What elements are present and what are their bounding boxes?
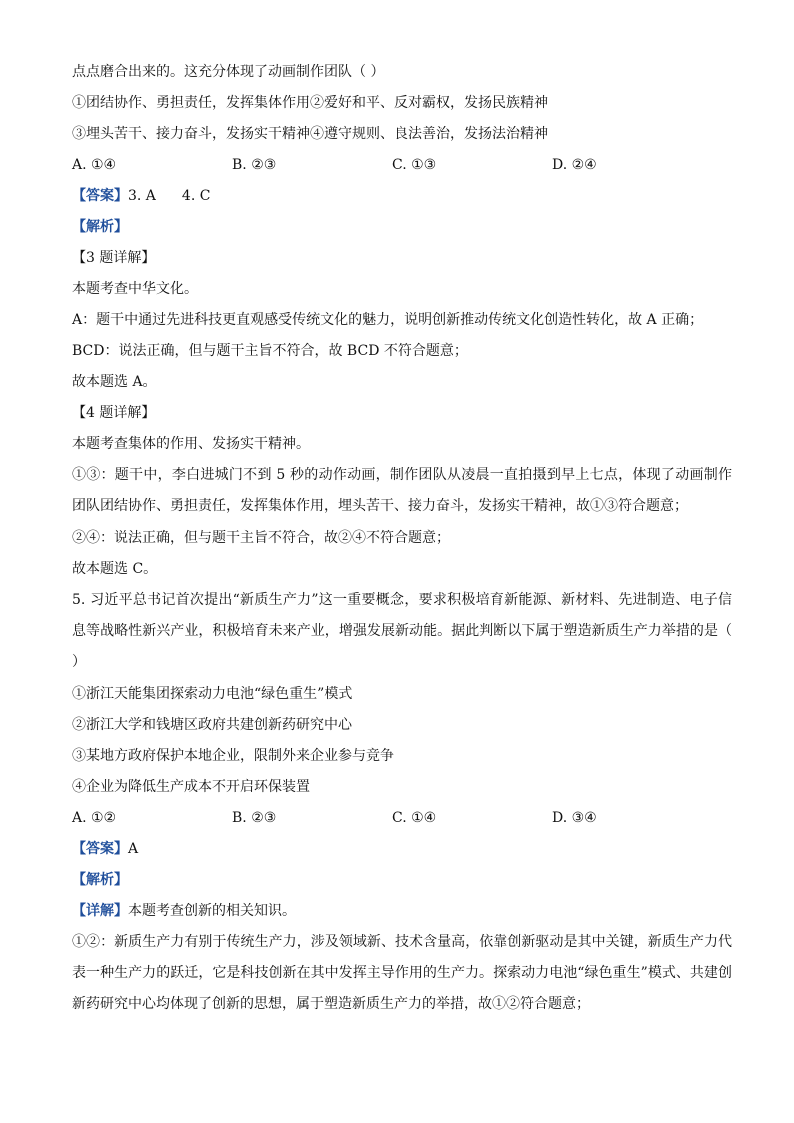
option-a: A. ①② <box>72 810 117 826</box>
q4-options <box>72 155 732 175</box>
q3-conclusion: 故本题选 A。 <box>72 374 157 390</box>
option-c: C. ①③ <box>392 157 437 173</box>
q5-detail <box>72 901 732 921</box>
q4-stem-end: 点点磨合出来的。这充分体现了动画制作团队（ ） <box>72 64 385 80</box>
answer-5-value: A <box>128 841 139 857</box>
option-b: B. ②③ <box>232 157 277 173</box>
document-content <box>72 62 732 1026</box>
answer-4: 4. C <box>181 188 211 204</box>
q3-option-bcd-analysis: BCD：说法正确，但与题干主旨不符合，故 BCD 不符合题意； <box>72 343 468 359</box>
option-c: C. ①④ <box>392 810 437 826</box>
q5-topic: 本题考查创新的相关知识。 <box>128 903 296 919</box>
detail-tag: 【详解】 <box>72 903 128 919</box>
q3-topic: 本题考查中华文化。 <box>72 281 198 297</box>
option-a: A. ①④ <box>72 157 117 173</box>
option-d: D. ③④ <box>552 810 597 826</box>
q5-statement-1: ①浙江天能集团探索动力电池“绿色重生”模式 <box>72 686 353 702</box>
q4-statements-2: ③埋头苦干、接力奋斗，发扬实干精神④遵守规则、良法善治，发扬法治精神 <box>72 126 548 142</box>
q4-24-analysis: ②④：说法正确，但与题干主旨不符合，故②④不符合题意； <box>72 530 450 546</box>
q5-12-analysis: ①②：新质生产力有别于传统生产力，涉及领域新、技术含量高，依靠创新驱动是其中关键，新质生产力代表一种生产力的跃迁，它是科技创新在其中发挥主导作用的生产力。探索动力电池“绿色重生”模式、共建创新药研究中心均体现了创新的思想，属于塑造新质生产力的举措，故①②符合题意； <box>72 934 732 1012</box>
q5-options <box>72 808 732 828</box>
answer-tag: 【答案】 <box>72 188 128 204</box>
answer-3-4 <box>72 186 732 206</box>
answer-tag: 【答案】 <box>72 841 128 857</box>
q4-statements-1: ①团结协作、勇担责任，发挥集体作用②爱好和平、反对霸权，发扬民族精神 <box>72 95 548 111</box>
analysis-tag: 【解析】 <box>72 219 128 235</box>
answer-5 <box>72 839 732 859</box>
q4-detail-heading: 【4 题详解】 <box>72 405 156 421</box>
option-d: D. ②④ <box>552 157 597 173</box>
answer-3: 3. A <box>128 188 156 204</box>
q5-statement-3: ③某地方政府保护本地企业，限制外来企业参与竞争 <box>72 748 394 764</box>
q5-statement-2: ②浙江大学和钱塘区政府共建创新药研究中心 <box>72 717 352 733</box>
q5-statement-4: ④企业为降低生产成本不开启环保装置 <box>72 779 310 795</box>
option-b: B. ②③ <box>232 810 277 826</box>
q3-option-a-analysis: A：题干中通过先进科技更直观感受传统文化的魅力，说明创新推动传统文化创造性转化，故 A 正确； <box>72 312 704 328</box>
q4-13-analysis: ①③：题干中，李白进城门不到 5 秒的动作动画，制作团队从凌晨一直拍摄到早上七点，体现了动画制作团队团结协作、勇担责任，发挥集体作用，埋头苦干、接力奋斗，发扬实干精神，故①③符合题意； <box>72 467 732 514</box>
q4-conclusion: 故本题选 C。 <box>72 561 158 577</box>
q4-topic: 本题考查集体的作用、发扬实干精神。 <box>72 436 310 452</box>
q3-detail-heading: 【3 题详解】 <box>72 250 156 266</box>
analysis-tag: 【解析】 <box>72 872 128 888</box>
q5-stem: 5. 习近平总书记首次提出“新质生产力”这一重要概念，要求积极培育新能源、新材料、先进制造、电子信息等战略性新兴产业，积极培育未来产业，增强发展新动能。据此判断以下属于塑造新质生产力举措的是（ ） <box>72 592 732 670</box>
